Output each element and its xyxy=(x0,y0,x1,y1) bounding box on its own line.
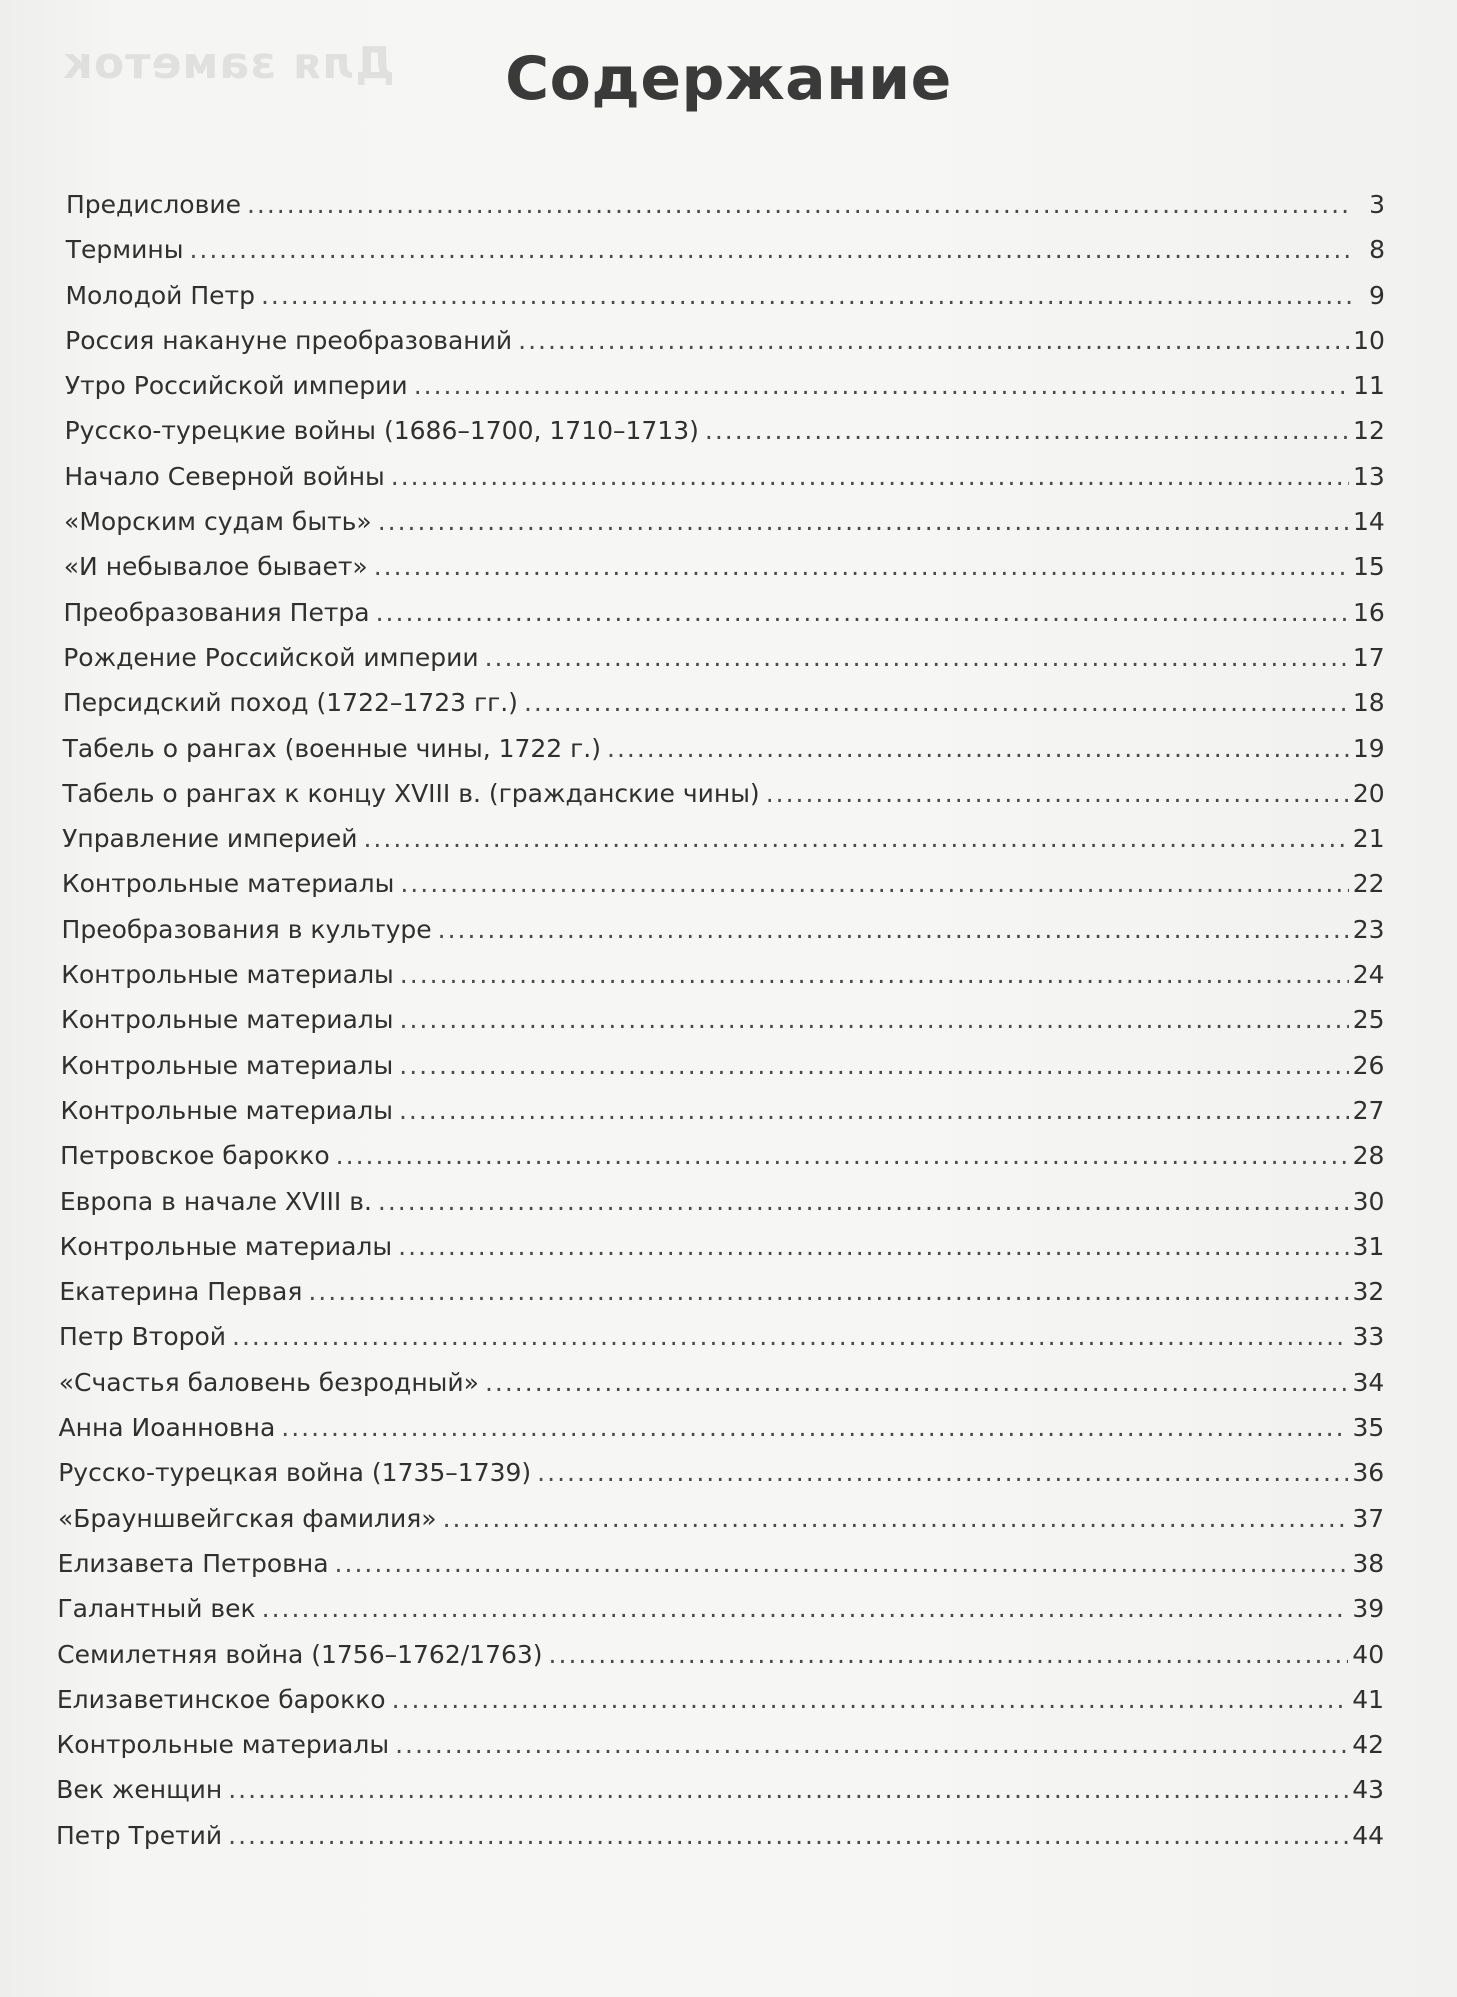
toc-page-number: 25 xyxy=(1352,1005,1385,1035)
toc-page-number: 8 xyxy=(1369,235,1385,265)
toc-leader-dots xyxy=(363,824,1348,853)
toc-page-number: 21 xyxy=(1352,824,1385,854)
toc-entry-title: Контрольные материалы xyxy=(56,1730,390,1760)
toc-entry-title: Утро Российской империи xyxy=(64,371,408,401)
toc-entry-title: «Морским судам быть» xyxy=(64,507,372,537)
toc-entry xyxy=(0,1141,1384,1186)
toc-leader-dots xyxy=(262,1594,1349,1623)
toc-page-number: 16 xyxy=(1352,597,1385,627)
toc-entry xyxy=(0,1775,1384,1820)
toc-page-number: 10 xyxy=(1353,325,1385,355)
toc-leader-dots xyxy=(391,462,1349,491)
toc-entry-title: Екатерина Первая xyxy=(59,1277,303,1307)
toc-leader-dots xyxy=(398,1232,1348,1261)
toc-entry-title: «И небывалое бывает» xyxy=(63,552,368,582)
toc-entry xyxy=(0,235,1385,280)
toc-page-number: 27 xyxy=(1352,1095,1385,1125)
toc-entry-title: Галантный век xyxy=(57,1594,256,1624)
toc-leader-dots xyxy=(392,1685,1349,1714)
toc-entry-title: Термины xyxy=(65,235,184,265)
toc-entry-title: Преобразования Петра xyxy=(63,597,370,627)
toc-page-number: 26 xyxy=(1352,1050,1385,1080)
toc-entry-title: Петровское барокко xyxy=(60,1141,330,1171)
toc-entry-title: Начало Северной войны xyxy=(64,461,385,491)
toc-leader-dots xyxy=(189,235,1353,264)
toc-entry xyxy=(0,1504,1384,1549)
toc-leader-dots xyxy=(335,1549,1349,1578)
toc-leader-dots xyxy=(400,869,1348,898)
toc-leader-dots xyxy=(443,1504,1349,1533)
toc-entry-title: Контрольные материалы xyxy=(61,869,395,899)
toc-page-number: 28 xyxy=(1352,1141,1385,1171)
toc-page-number: 22 xyxy=(1352,869,1385,899)
toc-page-number: 33 xyxy=(1352,1322,1385,1352)
toc-leader-dots xyxy=(376,598,1349,627)
toc-page-number: 15 xyxy=(1352,552,1385,582)
toc-leader-dots xyxy=(607,734,1349,763)
toc-entry xyxy=(0,1458,1384,1503)
toc-leader-dots xyxy=(261,281,1353,310)
toc-page-number: 40 xyxy=(1352,1639,1385,1669)
toc-entry xyxy=(0,1730,1384,1775)
toc-page-number: 39 xyxy=(1352,1594,1385,1624)
toc-leader-dots xyxy=(518,326,1349,355)
toc-leader-dots xyxy=(414,371,1349,400)
toc-page-number: 24 xyxy=(1352,960,1385,990)
toc-entry-title: Предисловие xyxy=(66,190,241,219)
toc-entry xyxy=(0,915,1385,960)
toc-page-number: 11 xyxy=(1353,371,1385,401)
toc-page-number: 35 xyxy=(1352,1413,1385,1443)
toc-entry xyxy=(0,960,1385,1005)
toc-entry xyxy=(0,1051,1384,1096)
toc-page-number: 20 xyxy=(1352,778,1385,808)
toc-entry xyxy=(0,326,1385,371)
toc-entry-title: Семилетняя война (1756–1762/1763) xyxy=(57,1639,543,1669)
toc-leader-dots xyxy=(228,1821,1348,1850)
toc-entry xyxy=(0,1549,1384,1594)
toc-leader-dots xyxy=(281,1413,1348,1442)
toc-entry xyxy=(0,1413,1384,1458)
toc-leader-dots xyxy=(399,1051,1348,1080)
toc-entry xyxy=(0,1232,1384,1277)
toc-entry xyxy=(0,462,1385,507)
toc-entry-title: Анна Иоанновна xyxy=(58,1413,276,1443)
toc-entry xyxy=(0,824,1385,869)
toc-page-number: 38 xyxy=(1352,1548,1385,1578)
toc-leader-dots xyxy=(549,1640,1349,1669)
toc-entry xyxy=(0,1187,1384,1232)
toc-entry xyxy=(0,1368,1384,1413)
toc-entry xyxy=(0,869,1385,914)
toc-page-number: 3 xyxy=(1369,190,1385,219)
show-through-text: Для заметок xyxy=(62,38,395,89)
toc-entry xyxy=(0,598,1385,643)
toc-entry-title: Преобразования в культуре xyxy=(61,914,432,944)
toc-entry xyxy=(0,281,1385,326)
toc-entry xyxy=(0,643,1385,688)
toc-entry-title: Контрольные материалы xyxy=(61,1005,394,1035)
toc-leader-dots xyxy=(400,1005,1349,1034)
toc-leader-dots xyxy=(378,507,1349,536)
toc-entry-title: Русско-турецкая война (1735–1739) xyxy=(58,1458,532,1488)
toc-page-number: 44 xyxy=(1352,1820,1384,1850)
toc-entry-title: «Брауншвейгская фамилия» xyxy=(57,1503,437,1533)
toc-entry-title: Персидский поход (1722–1723 гг.) xyxy=(62,688,518,718)
toc-page-number: 18 xyxy=(1352,688,1385,718)
toc-entry-title: Россия накануне преобразований xyxy=(65,325,513,355)
toc-page-number: 13 xyxy=(1353,461,1385,491)
toc-entry xyxy=(0,190,1385,235)
toc-leader-dots xyxy=(537,1458,1348,1487)
toc-page-number: 43 xyxy=(1352,1775,1385,1805)
toc-entry xyxy=(0,1685,1384,1730)
toc-page-number: 42 xyxy=(1352,1730,1385,1760)
toc-entry-title: Петр Второй xyxy=(59,1322,227,1352)
toc-entry-title: «Счастья баловень безродный» xyxy=(58,1367,479,1397)
toc-entry xyxy=(0,1821,1384,1866)
toc-entry-title: Европа в начале XVIII в. xyxy=(59,1186,372,1216)
toc-leader-dots xyxy=(336,1141,1349,1170)
toc-entry xyxy=(0,779,1385,824)
toc-entry xyxy=(0,734,1385,779)
toc-entry-title: Рождение Российской империи xyxy=(63,642,479,672)
toc-entry-title: Петр Третий xyxy=(56,1820,223,1850)
toc-entry xyxy=(0,1322,1384,1367)
toc-entry-title: Елизавета Петровна xyxy=(57,1548,329,1578)
toc-entry-title: Контрольные материалы xyxy=(60,1050,394,1080)
toc-entry xyxy=(0,371,1385,416)
toc-leader-dots xyxy=(438,915,1349,944)
toc-leader-dots xyxy=(705,416,1349,445)
toc-entry xyxy=(0,688,1385,733)
toc-leader-dots xyxy=(228,1775,1348,1804)
toc-entry xyxy=(0,1640,1384,1685)
toc-leader-dots xyxy=(374,552,1349,581)
toc-page-number: 19 xyxy=(1352,733,1385,763)
page-title: Содержание xyxy=(505,44,952,114)
toc-page-number: 23 xyxy=(1352,914,1385,944)
toc-entry xyxy=(0,1594,1384,1639)
toc-leader-dots xyxy=(485,1368,1348,1397)
toc-leader-dots xyxy=(395,1730,1348,1759)
toc-page-number: 12 xyxy=(1353,416,1385,446)
toc-leader-dots xyxy=(399,1096,1349,1125)
toc-leader-dots xyxy=(485,643,1349,672)
toc-page-number: 34 xyxy=(1352,1367,1385,1397)
toc-entry-title: Молодой Петр xyxy=(65,280,255,310)
toc-page-number: 37 xyxy=(1352,1503,1385,1533)
toc-leader-dots xyxy=(766,779,1349,808)
toc-leader-dots xyxy=(378,1187,1349,1216)
table-of-contents xyxy=(0,190,1457,1866)
toc-entry-title: Елизаветинское барокко xyxy=(56,1684,386,1714)
toc-entry-title: Русско-турецкие войны (1686–1700, 1710–1713) xyxy=(64,416,699,446)
toc-entry-title: Управление империей xyxy=(62,824,358,854)
toc-page-number: 31 xyxy=(1352,1231,1385,1261)
toc-entry xyxy=(0,1096,1384,1141)
toc-leader-dots xyxy=(232,1322,1348,1351)
toc-page-number: 41 xyxy=(1352,1684,1385,1714)
toc-entry xyxy=(0,507,1385,552)
toc-entry-title: Контрольные материалы xyxy=(60,1095,393,1125)
toc-entry-title: Контрольные материалы xyxy=(59,1231,393,1261)
toc-leader-dots xyxy=(247,190,1353,219)
toc-page-number: 9 xyxy=(1369,280,1385,310)
toc-entry xyxy=(0,416,1385,461)
toc-entry-title: Век женщин xyxy=(56,1775,223,1805)
toc-page-number: 36 xyxy=(1352,1458,1385,1488)
toc-entry-title: Табель о рангах к концу XVIII в. (гражданские чины) xyxy=(62,778,760,808)
toc-entry xyxy=(0,1277,1384,1322)
toc-page-number: 32 xyxy=(1352,1277,1385,1307)
toc-leader-dots xyxy=(308,1277,1348,1306)
toc-page-number: 30 xyxy=(1352,1186,1385,1216)
toc-page-number: 17 xyxy=(1352,642,1385,672)
toc-entry xyxy=(0,552,1385,597)
toc-entry-title: Табель о рангах (военные чины, 1722 г.) xyxy=(62,733,601,763)
toc-leader-dots xyxy=(524,688,1349,717)
toc-leader-dots xyxy=(400,960,1349,989)
toc-entry xyxy=(0,1005,1385,1050)
toc-page-number: 14 xyxy=(1352,507,1385,537)
toc-entry-title: Контрольные материалы xyxy=(61,960,394,990)
